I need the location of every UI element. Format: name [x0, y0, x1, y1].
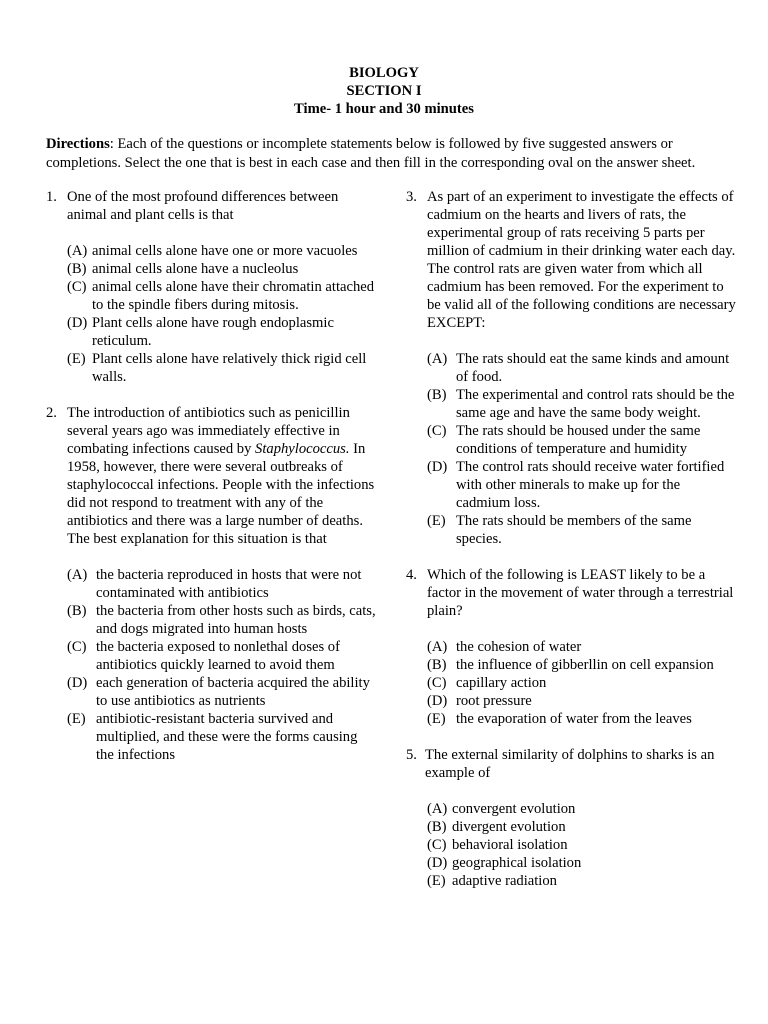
- directions: [46, 135, 736, 173]
- option-label: (D): [427, 459, 448, 475]
- option-text: The control rats should receive water fortified with other minerals to make up for the cadmium loss.: [456, 459, 725, 511]
- option-a: [427, 800, 736, 818]
- option-label: (B): [427, 657, 447, 673]
- option-text: Plant cells alone have relatively thick rigid cell walls.: [92, 351, 367, 385]
- option-b: [67, 260, 376, 278]
- answer-options: [67, 566, 376, 764]
- option-label: (A): [427, 801, 448, 817]
- option-text: animal cells alone have a nucleolus: [92, 261, 299, 277]
- option-e: [427, 710, 736, 728]
- option-text: the bacteria exposed to nonlethal doses of antibiotics quickly learned to avoid them: [96, 639, 340, 673]
- option-a: [427, 350, 736, 386]
- option-c: [427, 674, 736, 692]
- option-label: (C): [427, 675, 447, 691]
- question-stem: Which of the following is LEAST likely to be a factor in the movement of water through a terrestrial plain?: [427, 567, 734, 619]
- option-e: [67, 710, 376, 764]
- question-1: [46, 188, 376, 386]
- option-label: (B): [67, 261, 87, 277]
- subject-title: BIOLOGY: [349, 65, 419, 81]
- option-label: (E): [427, 711, 446, 727]
- option-e: [427, 512, 736, 548]
- question-4: [406, 566, 736, 728]
- stem-text-continued: In 1958, however, there were several outbreaks of staphylococcal infections. People with the infections did not respond to treatment with any of the antibiotics and there was a large number of deaths. The best explanation for this situation is that: [67, 441, 375, 547]
- option-label: (A): [67, 567, 88, 583]
- option-a: [427, 638, 736, 656]
- question-number: 5.: [406, 747, 417, 763]
- option-text: The rats should be housed under the same conditions of temperature and humidity: [456, 423, 701, 457]
- option-label: (B): [427, 387, 447, 403]
- option-c: [427, 422, 736, 458]
- option-label: (A): [67, 243, 88, 259]
- option-text: Plant cells alone have rough endoplasmic reticulum.: [92, 315, 334, 349]
- question-5: [406, 746, 736, 890]
- option-text: the evaporation of water from the leaves: [456, 711, 692, 727]
- option-label: (D): [427, 693, 448, 709]
- option-e: [427, 872, 736, 890]
- option-text: The experimental and control rats should be the same age and have the same body weight.: [456, 387, 735, 421]
- question-stem: One of the most profound differences between animal and plant cells is that: [67, 189, 339, 223]
- option-d: [427, 458, 736, 512]
- question-3: [406, 188, 736, 548]
- option-b: [427, 656, 736, 674]
- option-label: (C): [67, 279, 87, 295]
- option-label: (E): [67, 711, 86, 727]
- answer-options: [427, 800, 736, 890]
- question-2: [46, 404, 376, 764]
- option-label: (C): [67, 639, 87, 655]
- option-label: (A): [427, 639, 448, 655]
- option-text: animal cells alone have one or more vacuoles: [92, 243, 358, 259]
- option-label: (B): [67, 603, 87, 619]
- option-label: (D): [427, 855, 448, 871]
- option-text: the cohesion of water: [456, 639, 582, 655]
- option-text: geographical isolation: [452, 855, 582, 871]
- option-text: animal cells alone have their chromatin attached to the spindle fibers during mitosis.: [92, 279, 375, 313]
- option-text: capillary action: [456, 675, 547, 691]
- option-d: [427, 854, 736, 872]
- left-column: [46, 188, 376, 764]
- option-text: antibiotic-resistant bacteria survived and multiplied, and these were the forms causing the infections: [96, 711, 358, 763]
- option-c: [427, 836, 736, 854]
- option-text: divergent evolution: [452, 819, 566, 835]
- option-b: [427, 386, 736, 422]
- option-b: [67, 602, 376, 638]
- question-stem: As part of an experiment to investigate the effects of cadmium on the hearts and livers of rats, the experimental group of rats receiving 5 parts per million of cadmium in their drinking water each day. The control rats are given water from which all cadmium has been removed. For the experiment to be valid all of the following conditions are necessary EXCEPT:: [427, 189, 736, 331]
- question-stem: The external similarity of dolphins to sharks is an example of: [425, 747, 715, 781]
- option-text: the bacteria from other hosts such as birds, cats, and dogs migrated into human hosts: [96, 603, 376, 637]
- option-d: [427, 692, 736, 710]
- option-d: [67, 314, 376, 350]
- right-column: [406, 188, 736, 890]
- option-c: [67, 278, 376, 314]
- question-number: 4.: [406, 567, 417, 583]
- option-e: [67, 350, 376, 386]
- question-number: 3.: [406, 189, 417, 205]
- option-text: The rats should eat the same kinds and amount of food.: [456, 351, 730, 385]
- option-label: (C): [427, 837, 447, 853]
- option-label: (B): [427, 819, 447, 835]
- option-a: [67, 566, 376, 602]
- option-b: [427, 818, 736, 836]
- question-number: 1.: [46, 189, 57, 205]
- directions-text: : Each of the questions or incomplete statements below is followed by five suggested answers or completions. Select the one that is best in each case and then fill in the corresponding oval on the answer sheet.: [46, 136, 696, 171]
- answer-options: [67, 242, 376, 386]
- option-text: root pressure: [456, 693, 532, 709]
- option-c: [67, 638, 376, 674]
- option-label: (E): [427, 513, 446, 529]
- stem-text: The introduction of antibiotics such as penicillin several years ago was immediately effective in combating infections caused by: [67, 405, 350, 457]
- option-text: convergent evolution: [452, 801, 576, 817]
- option-a: [67, 242, 376, 260]
- answer-options: [427, 638, 736, 728]
- option-label: (A): [427, 351, 448, 367]
- question-number: 2.: [46, 405, 57, 421]
- option-text: adaptive radiation: [452, 873, 557, 889]
- section-title: SECTION I: [346, 83, 422, 99]
- option-label: (E): [427, 873, 446, 889]
- option-text: the influence of gibberllin on cell expansion: [456, 657, 714, 673]
- directions-label: Directions: [46, 136, 110, 152]
- option-d: [67, 674, 376, 710]
- answer-options: [427, 350, 736, 548]
- option-text: the bacteria reproduced in hosts that were not contaminated with antibiotics: [96, 567, 362, 601]
- question-stem: [67, 404, 376, 548]
- option-text: each generation of bacteria acquired the ability to use antibiotics as nutrients: [96, 675, 370, 709]
- option-text: behavioral isolation: [452, 837, 568, 853]
- option-label: (C): [427, 423, 447, 439]
- option-label: (D): [67, 675, 88, 691]
- time-limit: Time- 1 hour and 30 minutes: [294, 101, 474, 117]
- option-label: (D): [67, 315, 88, 331]
- stem-italic-term: Staphylococcus.: [255, 441, 350, 457]
- exam-header: [0, 64, 768, 118]
- option-text: The rats should be members of the same species.: [456, 513, 692, 547]
- option-label: (E): [67, 351, 86, 367]
